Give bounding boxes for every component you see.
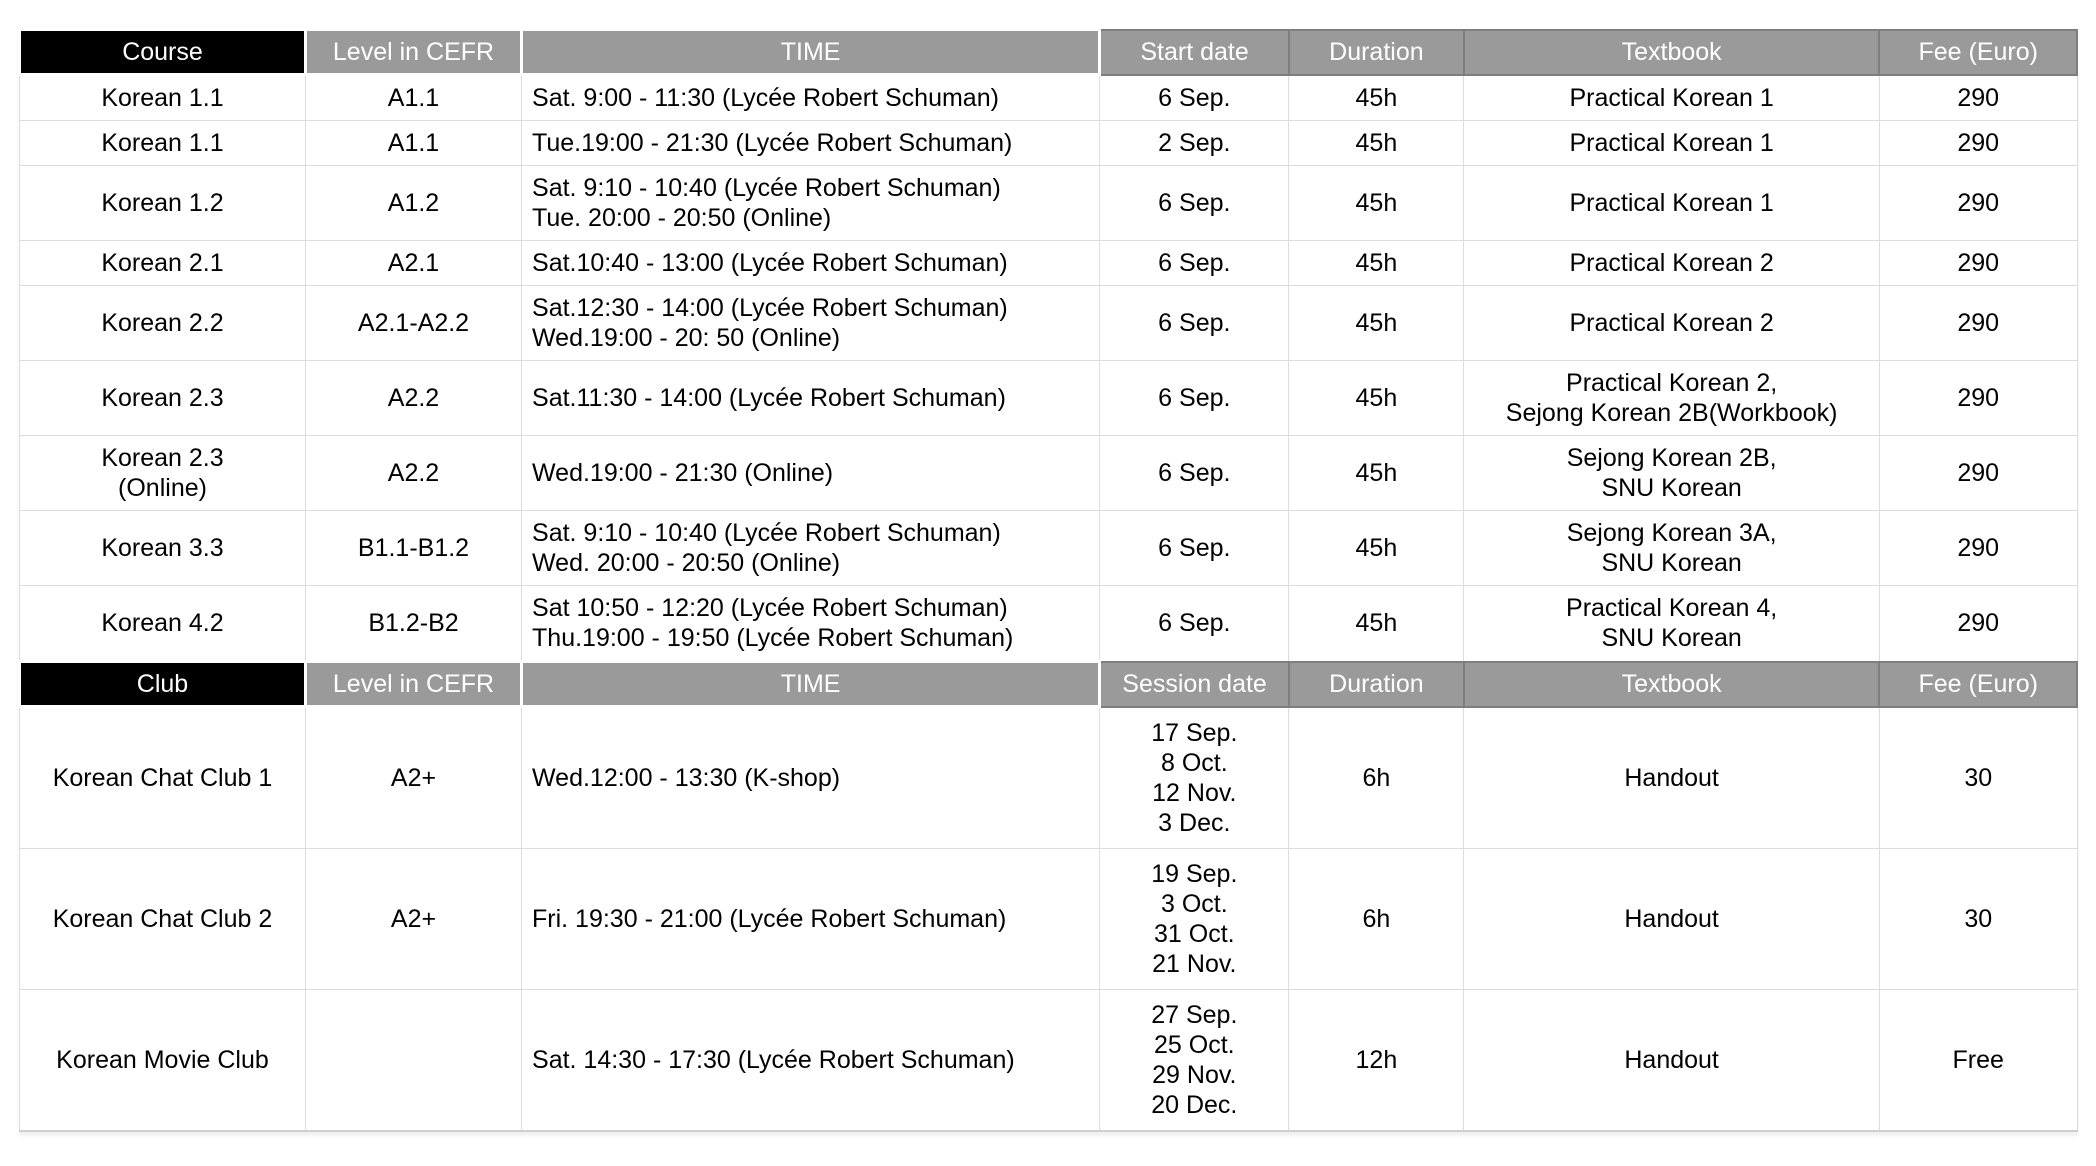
cell-line: 17 Sep. [1151, 718, 1238, 747]
time-cell [522, 241, 1100, 286]
date-cell [1100, 848, 1289, 989]
duration-cell: 45h [1289, 166, 1464, 241]
textbook-cell [1464, 121, 1880, 166]
cell-line: Sat.11:30 - 14:00 (Lycée Robert Schuman) [532, 384, 1006, 412]
cell-line: 6 Sep. [1158, 249, 1231, 277]
time-cell [522, 586, 1100, 662]
cell-line: Handout [1624, 904, 1719, 933]
level-cell: A2.2 [305, 361, 521, 436]
date-cell [1100, 361, 1289, 436]
cell-line: (Online) [118, 474, 207, 502]
textbook-cell [1464, 989, 1880, 1131]
level-cell: A2.2 [305, 436, 521, 511]
cell-line: 31 Oct. [1154, 919, 1235, 948]
duration-cell: 45h [1289, 241, 1464, 286]
club-level-column-header: Level in CEFR [305, 662, 521, 707]
name-cell [20, 989, 306, 1131]
cell-line: 6 Sep. [1158, 384, 1231, 412]
cell-line: Korean 2.3 [101, 384, 224, 412]
cell-line: Wed.19:00 - 21:30 (Online) [532, 459, 834, 487]
cell-line: 29 Nov. [1152, 1060, 1237, 1089]
start-date-column-header: Start date [1100, 30, 1289, 75]
textbook-cell [1464, 707, 1880, 849]
cell-line: Sat. 9:10 - 10:40 (Lycée Robert Schuman) [532, 519, 1001, 547]
textbook-cell [1464, 848, 1880, 989]
date-cell [1100, 707, 1289, 849]
level-cell: A2.1-A2.2 [305, 286, 521, 361]
time-cell [522, 75, 1100, 121]
korean-course-schedule-table [18, 28, 2078, 1132]
level-cell [305, 989, 521, 1131]
duration-cell: 12h [1289, 989, 1464, 1131]
duration-cell: 45h [1289, 586, 1464, 662]
cell-line: SNU Korean [1601, 474, 1742, 502]
cell-line: 25 Oct. [1154, 1030, 1235, 1059]
cell-line: Tue. 20:00 - 20:50 (Online) [532, 204, 832, 232]
cell-line: Korean Movie Club [56, 1045, 269, 1074]
club-textbook-column-header: Textbook [1464, 662, 1880, 707]
textbook-cell [1464, 511, 1880, 586]
cell-line: Korean 2.3 [101, 444, 224, 472]
course-row [20, 436, 2078, 511]
cell-line: 8 Oct. [1160, 748, 1228, 777]
course-row [20, 121, 2078, 166]
date-cell [1100, 75, 1289, 121]
date-cell [1100, 286, 1289, 361]
cell-line: Korean 3.3 [101, 534, 224, 562]
cell-line: 6 Sep. [1158, 189, 1231, 217]
cell-line: Korean 1.1 [101, 129, 224, 157]
level-cell: A1.1 [305, 75, 521, 121]
date-cell [1100, 121, 1289, 166]
cell-line: Practical Korean 1 [1569, 129, 1774, 157]
date-cell [1100, 166, 1289, 241]
level-cell: A2.1 [305, 241, 521, 286]
cell-line: 19 Sep. [1151, 859, 1238, 888]
duration-cell: 45h [1289, 361, 1464, 436]
fee-cell: 290 [1879, 166, 2077, 241]
textbook-cell [1464, 75, 1880, 121]
textbook-cell [1464, 286, 1880, 361]
textbook-cell [1464, 436, 1880, 511]
time-cell [522, 286, 1100, 361]
cell-line: Korean Chat Club 1 [52, 763, 273, 792]
textbook-cell [1464, 166, 1880, 241]
cell-line: Korean 4.2 [101, 609, 224, 637]
fee-cell: 290 [1879, 511, 2077, 586]
cell-line: Sejong Korean 3A, [1566, 519, 1777, 547]
time-cell [522, 436, 1100, 511]
course-row [20, 361, 2078, 436]
textbook-cell [1464, 241, 1880, 286]
duration-cell: 45h [1289, 121, 1464, 166]
cell-line: Sejong Korean 2B, [1566, 444, 1777, 472]
time-cell [522, 989, 1100, 1131]
cell-line: Practical Korean 4, [1566, 594, 1778, 623]
name-cell [20, 586, 306, 662]
cell-line: Tue.19:00 - 21:30 (Lycée Robert Schuman) [532, 129, 1013, 157]
cell-line: Handout [1624, 763, 1719, 792]
course-row [20, 286, 2078, 361]
duration-cell: 6h [1289, 707, 1464, 849]
cell-line: 6 Sep. [1158, 83, 1231, 112]
cell-line: Sat.10:40 - 13:00 (Lycée Robert Schuman) [532, 249, 1008, 277]
cell-line: 6 Sep. [1158, 534, 1231, 562]
club-time-column-header: TIME [522, 662, 1100, 707]
course-column-header: Course [20, 30, 306, 75]
fee-column-header: Fee (Euro) [1879, 30, 2077, 75]
fee-cell: 30 [1879, 707, 2077, 849]
fee-cell: Free [1879, 989, 2077, 1131]
cell-line: Korean 2.2 [101, 309, 224, 337]
cell-line: Sat. 9:00 - 11:30 (Lycée Robert Schuman) [532, 84, 999, 112]
cell-line: 3 Oct. [1160, 889, 1228, 918]
cell-line: Practical Korean 1 [1569, 83, 1774, 112]
cell-line: Practical Korean 2, [1566, 369, 1778, 397]
name-cell [20, 361, 306, 436]
time-cell [522, 121, 1100, 166]
time-column-header: TIME [522, 30, 1100, 75]
cell-line: Practical Korean 2 [1569, 309, 1774, 337]
cell-line: 12 Nov. [1152, 778, 1237, 807]
fee-cell: 290 [1879, 286, 2077, 361]
duration-cell: 45h [1289, 436, 1464, 511]
name-cell [20, 848, 306, 989]
cell-line: 6 Sep. [1158, 459, 1231, 487]
cell-line: 21 Nov. [1152, 949, 1237, 978]
cell-line: Sat. 9:10 - 10:40 (Lycée Robert Schuman) [532, 174, 1001, 202]
cell-line: Sat. 14:30 - 17:30 (Lycée Robert Schuman) [532, 1045, 1015, 1074]
fee-cell: 290 [1879, 436, 2077, 511]
course-row [20, 166, 2078, 241]
level-cell: B1.1-B1.2 [305, 511, 521, 586]
textbook-cell [1464, 361, 1880, 436]
course-row [20, 241, 2078, 286]
club-section [20, 707, 2078, 1131]
club-row [20, 989, 2078, 1131]
time-cell [522, 511, 1100, 586]
course-row [20, 586, 2078, 662]
name-cell [20, 166, 306, 241]
name-cell [20, 707, 306, 849]
level-cell: A2+ [305, 707, 521, 849]
cell-line: Korean 1.2 [101, 189, 224, 217]
fee-cell: 290 [1879, 121, 2077, 166]
level-cell: B1.2-B2 [305, 586, 521, 662]
duration-cell: 45h [1289, 511, 1464, 586]
cell-line: 27 Sep. [1151, 1000, 1238, 1029]
club-row [20, 848, 2078, 989]
club-column-header: Club [20, 662, 306, 707]
duration-cell: 45h [1289, 75, 1464, 121]
cell-line: 3 Dec. [1158, 808, 1231, 837]
level-cell: A1.1 [305, 121, 521, 166]
fee-cell: 290 [1879, 586, 2077, 662]
name-cell [20, 75, 306, 121]
fee-cell: 30 [1879, 848, 2077, 989]
cell-line: SNU Korean [1601, 624, 1742, 653]
duration-cell: 45h [1289, 286, 1464, 361]
cell-line: Korean 2.1 [101, 249, 224, 277]
cell-line: Sat.12:30 - 14:00 (Lycée Robert Schuman) [532, 294, 1008, 322]
cell-line: Wed.12:00 - 13:30 (K-shop) [532, 763, 841, 792]
cell-line: Fri. 19:30 - 21:00 (Lycée Robert Schuman) [532, 904, 1007, 933]
course-section [20, 75, 2078, 662]
fee-cell: 290 [1879, 241, 2077, 286]
cell-line: Sat 10:50 - 12:20 (Lycée Robert Schuman) [532, 594, 1008, 622]
name-cell [20, 241, 306, 286]
fee-cell: 290 [1879, 75, 2077, 121]
time-cell [522, 707, 1100, 849]
date-cell [1100, 241, 1289, 286]
cell-line: 2 Sep. [1158, 129, 1231, 157]
name-cell [20, 436, 306, 511]
club-fee-column-header: Fee (Euro) [1879, 662, 2077, 707]
date-cell [1100, 989, 1289, 1131]
name-cell [20, 286, 306, 361]
cell-line: Practical Korean 2 [1569, 249, 1774, 277]
time-cell [522, 848, 1100, 989]
time-cell [522, 361, 1100, 436]
time-cell [522, 166, 1100, 241]
cell-line: Thu.19:00 - 19:50 (Lycée Robert Schuman) [532, 624, 1014, 652]
club-row [20, 707, 2078, 849]
cell-line: Wed.19:00 - 20: 50 (Online) [532, 324, 841, 352]
cell-line: Practical Korean 1 [1569, 189, 1774, 217]
cell-line: Korean Chat Club 2 [52, 904, 273, 933]
name-cell [20, 511, 306, 586]
duration-column-header: Duration [1289, 30, 1464, 75]
cell-line: 20 Dec. [1151, 1090, 1238, 1119]
cell-line: Sejong Korean 2B(Workbook) [1505, 399, 1838, 427]
level-cell: A2+ [305, 848, 521, 989]
date-cell [1100, 511, 1289, 586]
level-column-header: Level in CEFR [305, 30, 521, 75]
club-header-row [20, 662, 2078, 707]
date-cell [1100, 436, 1289, 511]
fee-cell: 290 [1879, 361, 2077, 436]
club-duration-column-header: Duration [1289, 662, 1464, 707]
session-date-column-header: Session date [1100, 662, 1289, 707]
cell-line: Korean 1.1 [101, 84, 224, 112]
cell-line: SNU Korean [1601, 549, 1742, 577]
duration-cell: 6h [1289, 848, 1464, 989]
cell-line: Handout [1624, 1045, 1719, 1074]
cell-line: Wed. 20:00 - 20:50 (Online) [532, 549, 841, 577]
textbook-cell [1464, 586, 1880, 662]
course-row [20, 75, 2078, 121]
date-cell [1100, 586, 1289, 662]
level-cell: A1.2 [305, 166, 521, 241]
cell-line: 6 Sep. [1158, 309, 1231, 337]
course-row [20, 511, 2078, 586]
name-cell [20, 121, 306, 166]
course-header-row [20, 30, 2078, 75]
cell-line: 6 Sep. [1158, 609, 1231, 638]
textbook-column-header: Textbook [1464, 30, 1880, 75]
